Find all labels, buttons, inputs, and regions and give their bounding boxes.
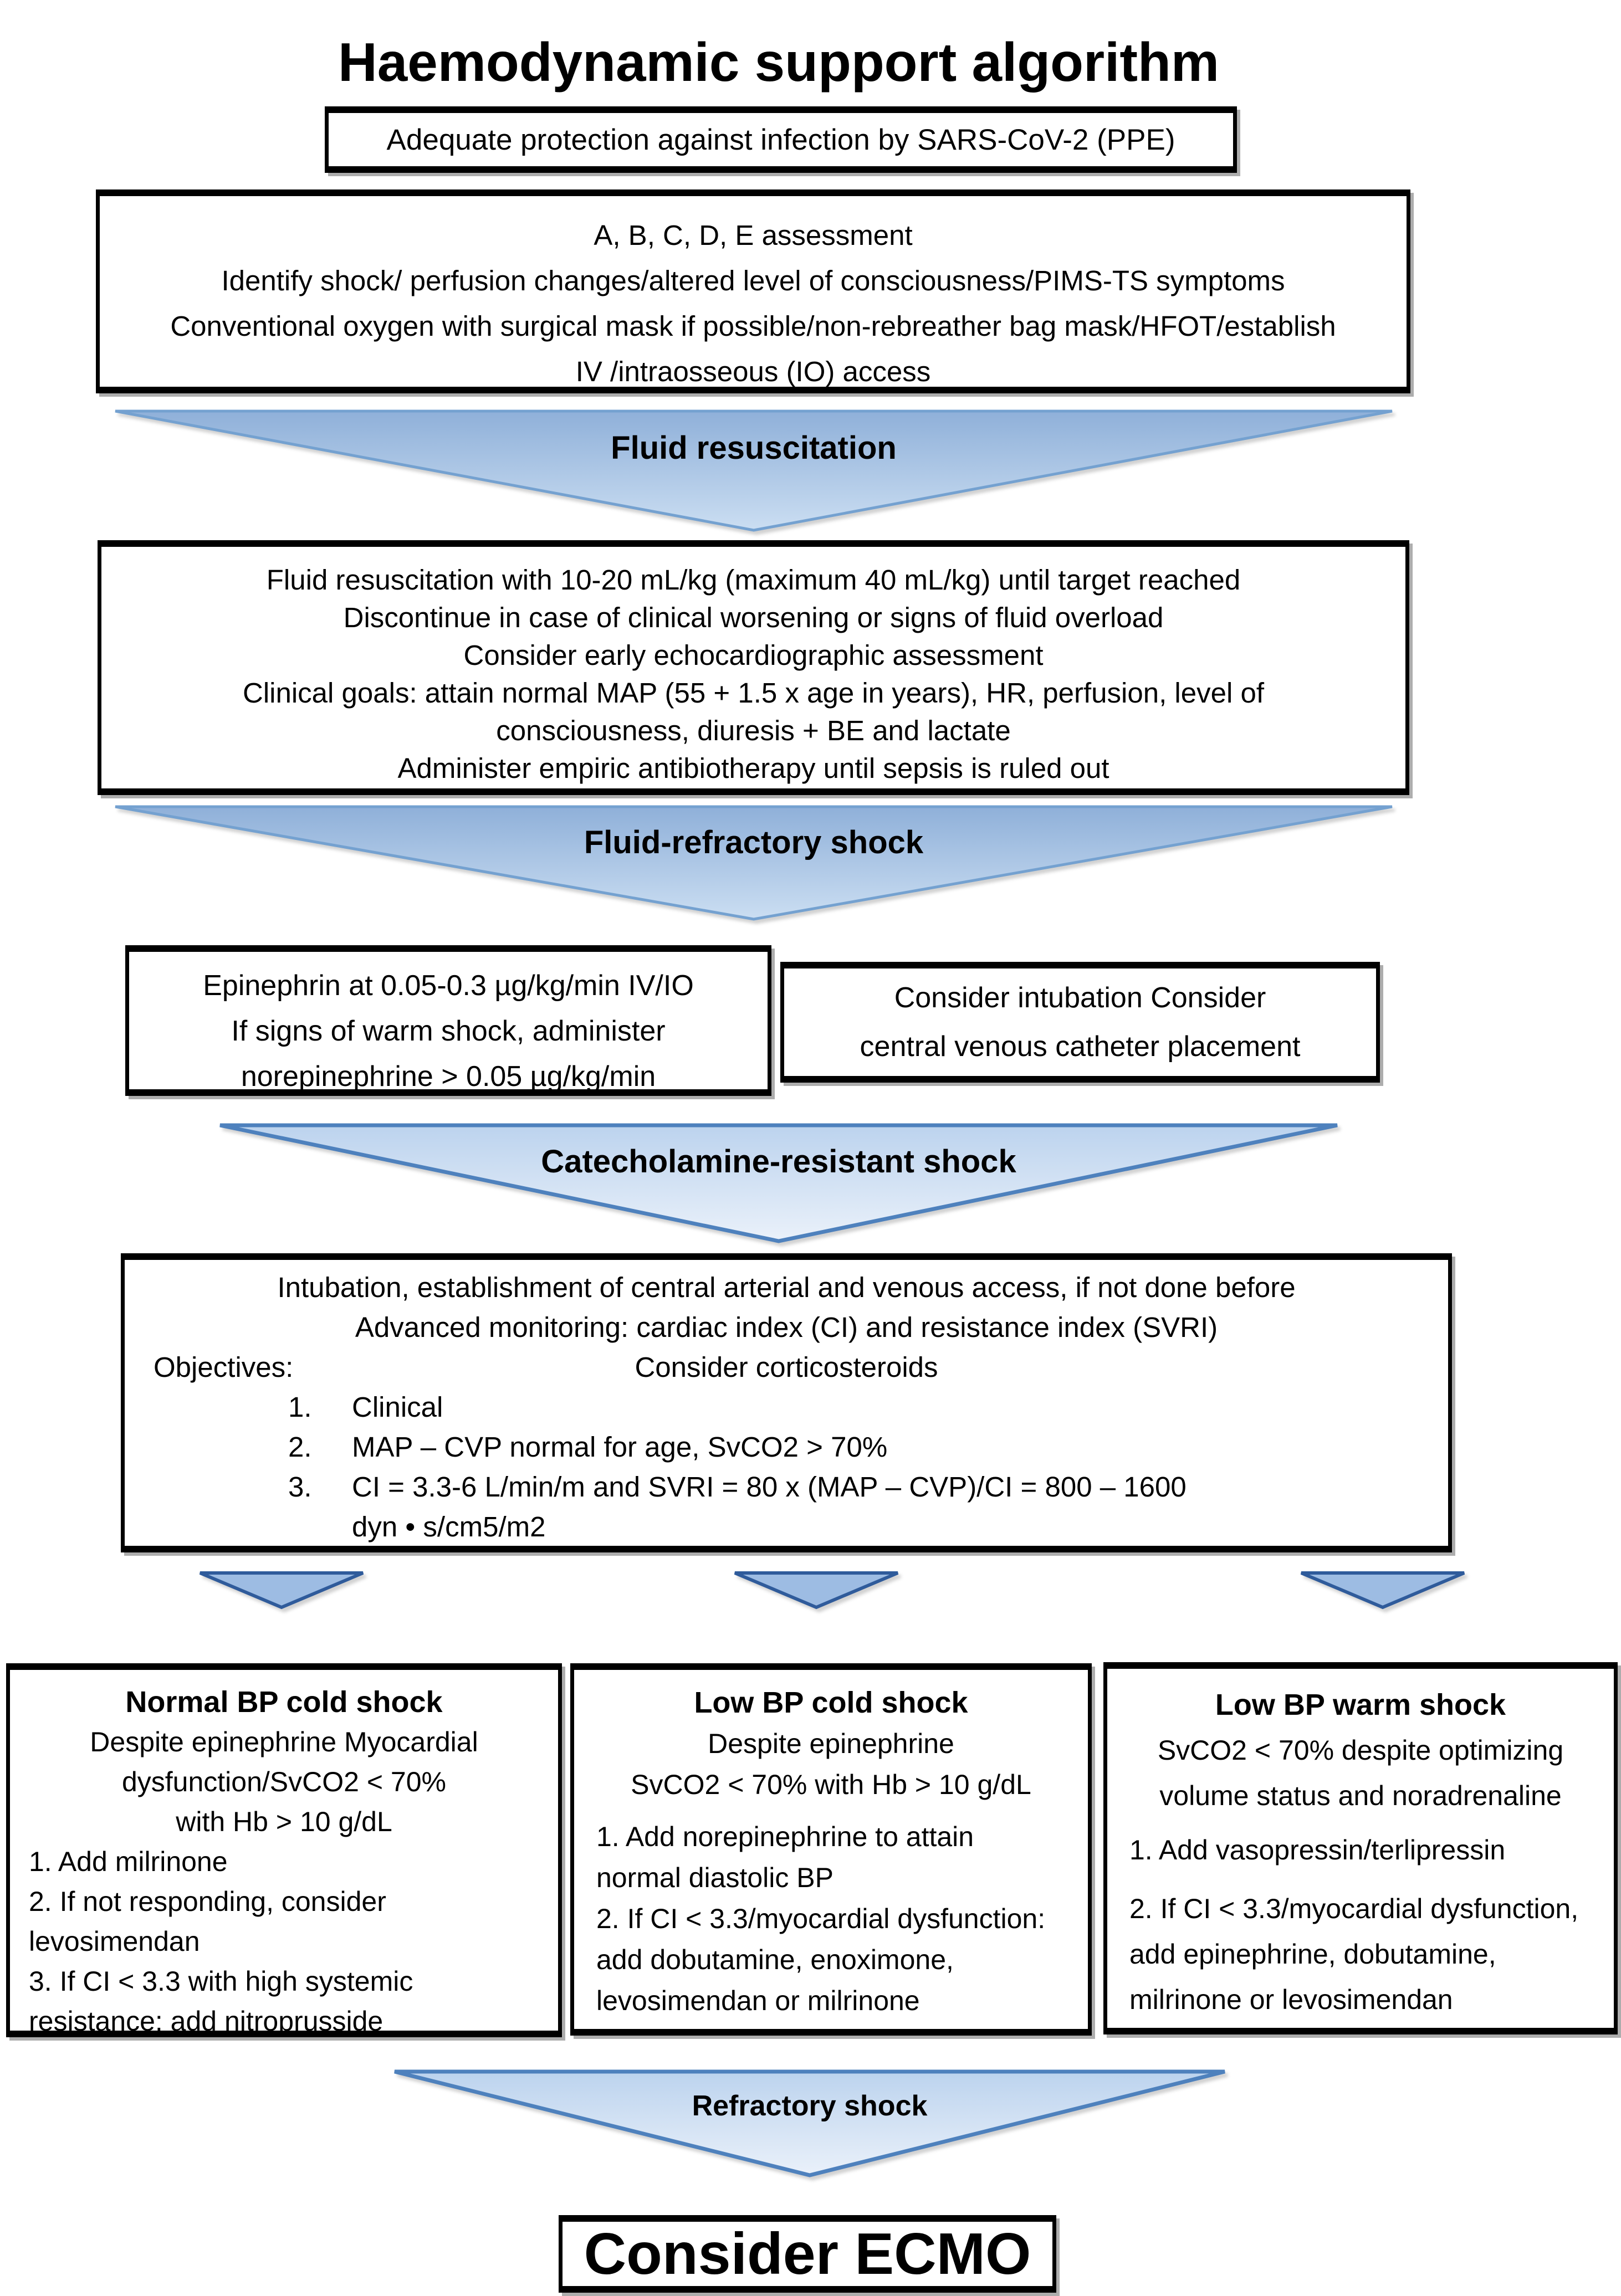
shock-box-line: 1. Add milrinone (29, 1846, 228, 1877)
epinephrine-line: norepinephrine > 0.05 µg/kg/min (241, 1060, 656, 1093)
fluid-box-line: Discontinue in case of clinical worsening or signs of fluid overload (343, 602, 1164, 633)
refractory-shock-arrow-label: Refractory shock (692, 2090, 928, 2122)
intubation-consideration-box (780, 962, 1380, 1083)
low-bp-cold-shock-box (570, 1663, 1092, 2036)
epinephrine-box (125, 945, 771, 1096)
consider-ecmo-box (559, 2215, 1056, 2293)
fluid-box-line: Clinical goals: attain normal MAP (55 + 1.5 x age in years), HR, perfusion, level of (242, 677, 1265, 709)
down-arrow-icon (111, 408, 1397, 534)
objective-text: MAP – CVP normal for age, SvCO2 > 70% (352, 1431, 888, 1463)
objective-number: 1. (288, 1391, 312, 1423)
catecholamine-resistant-box (121, 1253, 1452, 1552)
down-arrow-icon (216, 1121, 1341, 1246)
page-title: Haemodynamic support algorithm (338, 32, 1219, 93)
shock-box-title: Normal BP cold shock (125, 1685, 443, 1719)
objective-text: dyn • s/cm5/m2 (352, 1511, 546, 1542)
shock-box-line: levosimendan or milrinone (596, 1985, 920, 2016)
abcde-assessment-box (96, 189, 1410, 393)
small-down-arrow-icon (1298, 1570, 1467, 1611)
ppe-protection-box (325, 106, 1237, 173)
fluid-resuscitation-arrow-label: Fluid resuscitation (611, 430, 897, 466)
low-bp-warm-shock-box (1103, 1662, 1618, 2034)
objective-text: CI = 3.3-6 L/min/m and SVRI = 80 x (MAP – CVP)/CI = 800 – 1600 (352, 1471, 1187, 1503)
shock-box-line: with Hb > 10 g/dL (176, 1806, 392, 1837)
shock-box-line: 2. If not responding, consider (29, 1886, 386, 1917)
shock-box-line: levosimendan (29, 1926, 200, 1957)
intubation-line: Consider intubation Consider (894, 982, 1266, 1014)
epinephrine-line: If signs of warm shock, administer (231, 1015, 666, 1047)
shock-box-line: add epinephrine, dobutamine, (1129, 1939, 1496, 1970)
objective-item (125, 1507, 1448, 1547)
fluid-resuscitation-box (98, 540, 1409, 795)
objective-item (125, 1387, 1448, 1427)
shock-box-line: 2. If CI < 3.3/myocardial dysfunction: (596, 1903, 1046, 1934)
fluid-box-line: Consider early echocardiographic assessment (463, 639, 1044, 671)
shock-box-line: 1. Add norepinephrine to attain (596, 1821, 974, 1852)
normal-bp-cold-shock-box (6, 1663, 562, 2037)
shock-box-line: resistance: add nitroprusside (29, 2006, 383, 2037)
shock-box-line: SvCO2 < 70% despite optimizing (1157, 1735, 1564, 1766)
down-arrow-icon (111, 803, 1397, 923)
assessment-line: IV /intraosseous (IO) access (575, 356, 931, 387)
shock-box-line: add dobutamine, enoximone, (596, 1944, 954, 1975)
shock-box-line: 1. Add vasopressin/terlipressin (1129, 1834, 1506, 1866)
objective-text: Clinical (352, 1391, 443, 1423)
objective-item (125, 1467, 1448, 1507)
objectives-row (125, 1347, 1448, 1387)
intubation-line: central venous catheter placement (860, 1031, 1301, 1063)
fluid-box-line: Fluid resuscitation with 10-20 mL/kg (maximum 40 mL/kg) until target reached (266, 564, 1241, 596)
shock-box-line: volume status and noradrenaline (1159, 1780, 1562, 1811)
objective-number: 2. (288, 1431, 312, 1463)
fluid-box-line: Administer empiric antibiotherapy until sepsis is ruled out (397, 752, 1109, 784)
fluid-refractory-shock-arrow-label: Fluid-refractory shock (584, 824, 924, 860)
small-down-arrow-icon (732, 1570, 901, 1611)
catecholamine-line: Advanced monitoring: cardiac index (CI) and resistance index (SVRI) (355, 1311, 1218, 1343)
shock-box-line: milrinone or levosimendan (1129, 1984, 1453, 2015)
corticosteroids-text: Consider corticosteroids (635, 1351, 938, 1383)
catecholamine-resistant-shock-arrow-label: Catecholamine-resistant shock (541, 1144, 1016, 1180)
consider-ecmo-text: Consider ECMO (584, 2221, 1031, 2287)
assessment-line: A, B, C, D, E assessment (594, 219, 913, 251)
small-down-arrow-icon (197, 1570, 366, 1611)
shock-box-line: Despite epinephrine (708, 1728, 954, 1759)
shock-box-line: normal diastolic BP (596, 1862, 833, 1893)
shock-box-line: dysfunction/SvCO2 < 70% (121, 1766, 447, 1797)
assessment-line: Identify shock/ perfusion changes/altered level of consciousness/PIMS-TS symptoms (221, 265, 1285, 296)
shock-box-title: Low BP warm shock (1215, 1688, 1506, 1721)
assessment-line: Conventional oxygen with surgical mask if possible/non-rebreather bag mask/HFOT/establish (170, 310, 1336, 342)
shock-box-line: Despite epinephrine Myocardial (90, 1726, 478, 1757)
objectives-label: Objectives: (154, 1351, 294, 1383)
epinephrine-line: Epinephrin at 0.05-0.3 µg/kg/min IV/IO (203, 970, 694, 1002)
catecholamine-line: Intubation, establishment of central arterial and venous access, if not done before (277, 1272, 1296, 1303)
objective-number: 3. (288, 1471, 312, 1503)
ppe-protection-text: Adequate protection against infection by SARS-CoV-2 (PPE) (386, 123, 1175, 156)
fluid-box-line: consciousness, diuresis + BE and lactate (496, 715, 1011, 746)
shock-box-title: Low BP cold shock (694, 1686, 968, 1719)
shock-box-line: SvCO2 < 70% with Hb > 10 g/dL (631, 1769, 1031, 1800)
shock-box-line: 2. If CI < 3.3/myocardial dysfunction, (1129, 1893, 1579, 1924)
objective-item (125, 1427, 1448, 1467)
shock-box-line: 3. If CI < 3.3 with high systemic (29, 1966, 413, 1997)
